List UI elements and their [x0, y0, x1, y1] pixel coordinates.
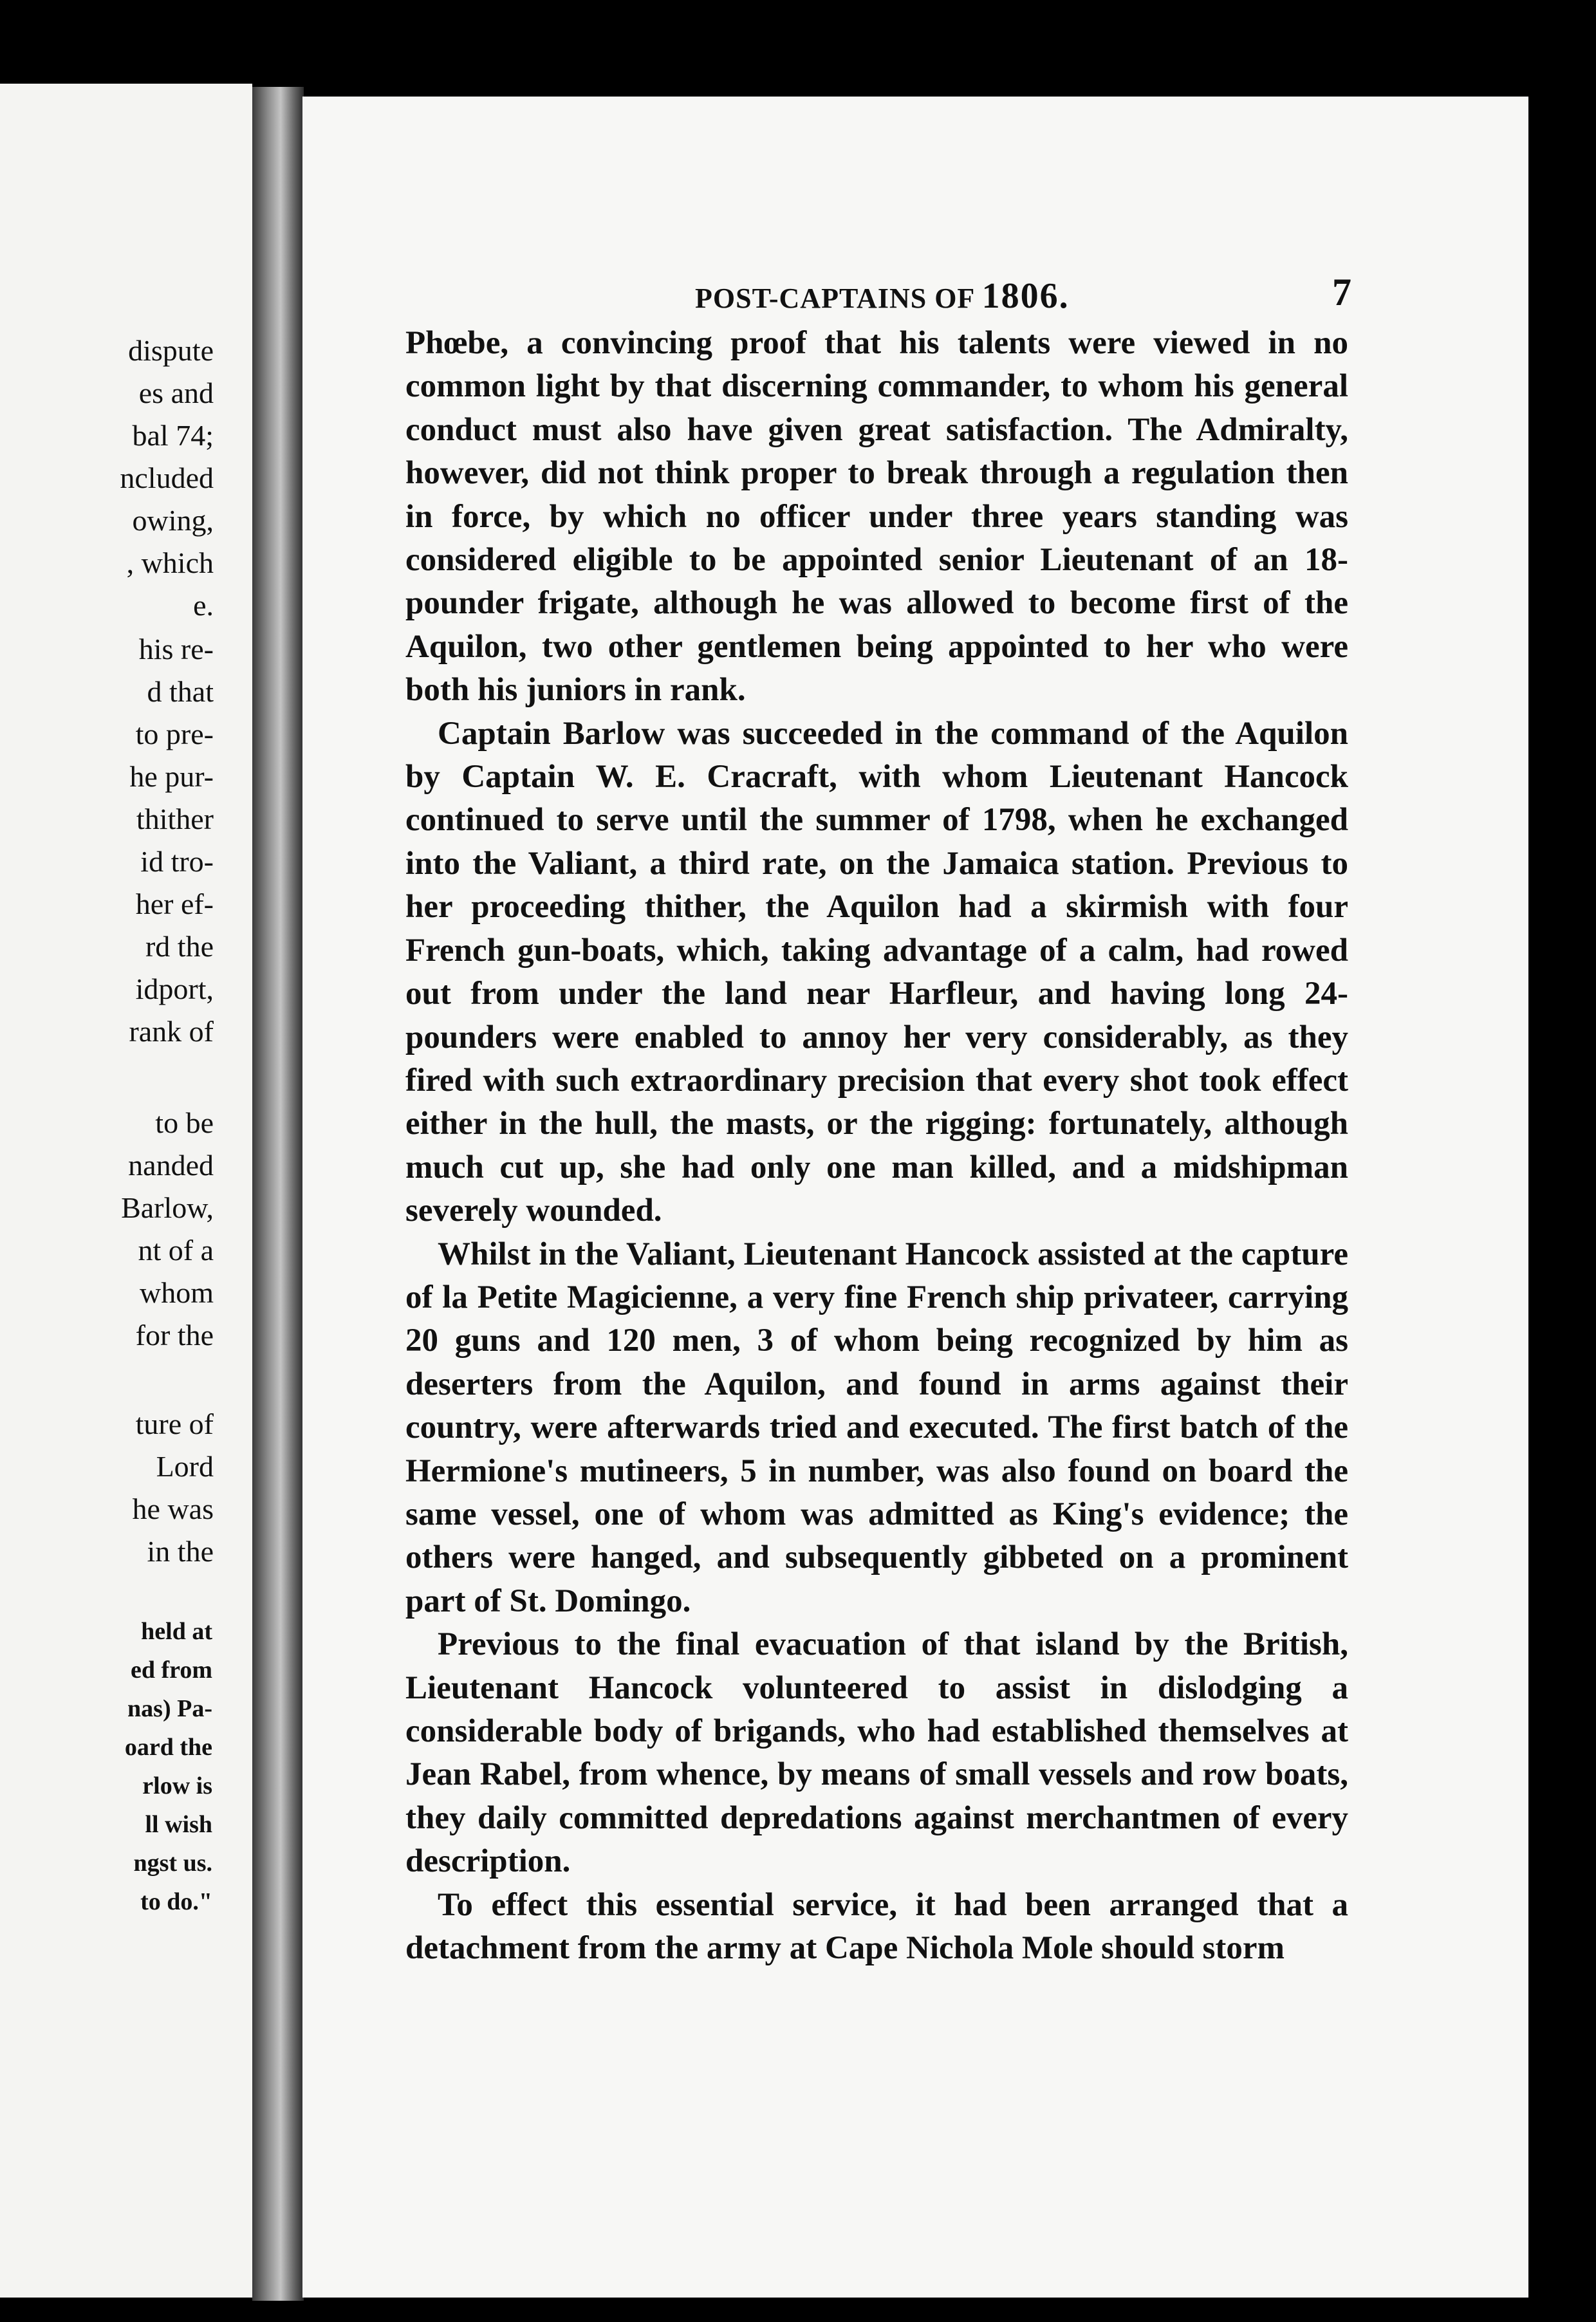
left-fragment: Barlow,: [121, 1191, 214, 1224]
paragraph: To effect this essential service, it had been arranged that a detachment from the army at Cape Nichola Mole should storm: [405, 1886, 1348, 1967]
right-page: [302, 97, 1528, 2298]
paragraph: Captain Barlow was succeeded in the command of the Aquilon by Captain W. E. Cracraft, with whom Lieutenant Hancock continued to serve until the summer of 1798, when he exchanged into the Valiant, a third rate, on the Jamaica station. Previous to her proceeding thither, the Aquilon had a skirmish with four French gun-boats, which, taking advantage of a calm, had rowed out from under the land near Harfleur, and having long 24-pounders were enabled to annoy her very considerably, as they fired with such extraordinary precision that every shot took effect either in the hull, the masts, or the rigging: fortunately, although much cut up, she had only one man killed, and a midshipman severely wounded.: [405, 715, 1348, 1229]
running-head-year: 1806.: [981, 276, 1070, 316]
left-fragment: his re-: [138, 633, 214, 665]
left-fragment: e.: [193, 589, 214, 622]
left-fragment: dispute: [128, 334, 214, 367]
page-header: [302, 270, 1528, 315]
paragraph: Whilst in the Valiant, Lieutenant Hancock assisted at the capture of la Petite Magicienne, a very fine French ship privateer, carrying 20 guns and 120 men, 3 of whom being recognized by him as deserters from the Aquilon, and found in arms against their country, were afterwards tried and executed. The first batch of the Hermione's mutineers, 5 in number, was also found on board the same vessel, one of whom was admitted as King's evidence; the others were hanged, and subsequently gibbeted on a prominent part of St. Domingo.: [405, 1236, 1348, 1619]
page-number: 7: [1332, 271, 1351, 313]
left-fragment: he was: [132, 1492, 214, 1525]
left-footnote-line: rlow is: [142, 1772, 212, 1799]
left-fragment: her ef-: [135, 887, 214, 920]
left-fragment: rd the: [145, 930, 214, 963]
left-footnote-line: ngst us.: [133, 1850, 212, 1877]
left-fragment: in the: [147, 1535, 214, 1568]
left-footnote-line: ed from: [131, 1657, 212, 1684]
running-head-title: POST-CAPTAINS OF: [695, 283, 974, 314]
paragraph: Phœbe, a convincing proof that his talents were viewed in no common light by that discerning commander, to whom his general conduct must also have given great satisfaction. The Admiralty, however, did not think proper to break through a regulation then in force, by which no officer under three years standing was considered eligible to be appointed senior Lieutenant of an 18-pounder frigate, although he was allowed to become first of the Aquilon, two other gentlemen being appointed to her who were both his juniors in rank.: [405, 325, 1348, 709]
left-fragment: whom: [140, 1276, 214, 1309]
left-fragment: rank of: [129, 1015, 214, 1048]
left-fragment: d that: [147, 675, 214, 708]
book-gutter: [252, 87, 304, 2301]
left-fragment: ncluded: [120, 461, 214, 494]
left-fragment: Lord: [156, 1450, 214, 1483]
body-text: [405, 322, 1348, 1970]
left-footnote-line: held at: [141, 1618, 212, 1645]
left-fragment: nt of a: [138, 1234, 214, 1267]
left-page: [0, 84, 252, 2298]
paragraph: Previous to the final evacuation of that island by the British, Lieutenant Hancock volunteered to assist in dislodging a considerable body of brigands, who had established themselves at Jean Rabel, from whence, by means of small vessels and row boats, they daily committed depredations against merchantmen of every description.: [405, 1626, 1348, 1880]
left-footnote-line: ll wish: [145, 1811, 212, 1838]
left-fragment: he pur-: [129, 760, 214, 793]
left-fragment: owing,: [132, 504, 214, 537]
left-fragment: es and: [138, 376, 214, 409]
left-fragment: idport,: [135, 972, 214, 1005]
left-footnote-line: to do.": [140, 1888, 212, 1915]
left-footnote-line: nas) Pa-: [127, 1695, 212, 1722]
left-fragment: thither: [136, 803, 214, 835]
left-fragment: nanded: [128, 1149, 214, 1182]
left-footnote-line: oard the: [124, 1734, 212, 1761]
left-fragment: for the: [135, 1319, 214, 1351]
left-fragment: bal 74;: [132, 419, 214, 452]
left-fragment: to pre-: [135, 718, 214, 750]
left-fragment: id tro-: [140, 845, 214, 878]
left-fragment: ture of: [135, 1407, 214, 1440]
running-head: [695, 275, 1070, 317]
left-fragment: to be: [155, 1106, 214, 1139]
left-fragment: , which: [126, 546, 214, 579]
